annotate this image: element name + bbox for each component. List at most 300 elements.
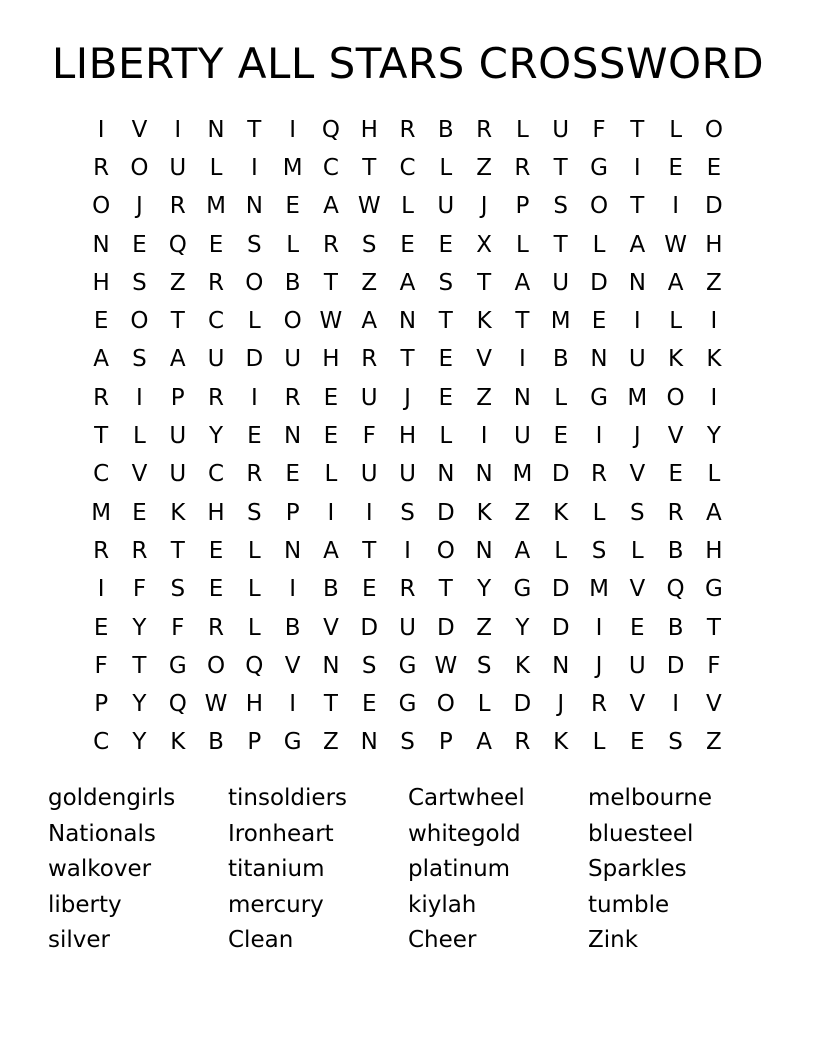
grid-cell: T — [438, 576, 453, 603]
grid-cell: T — [630, 193, 645, 220]
grid-cell: R — [514, 729, 531, 756]
grid-cell: E — [553, 423, 568, 450]
grid-cell: I — [672, 691, 679, 718]
grid-cell: I — [136, 384, 143, 411]
word-list-item: Nationals — [48, 820, 156, 847]
grid-cell: F — [94, 652, 108, 679]
grid-cell: D — [551, 461, 570, 488]
grid-cell: Y — [515, 614, 530, 641]
grid-cell: S — [400, 499, 415, 526]
grid-cell: E — [630, 729, 645, 756]
letter-grid — [82, 111, 732, 762]
grid-cell: A — [514, 269, 531, 296]
grid-cell: B — [552, 346, 569, 373]
grid-cell: E — [285, 461, 300, 488]
grid-cell: U — [437, 193, 455, 220]
grid-cell: B — [323, 576, 339, 603]
grid-cell: V — [706, 691, 722, 718]
grid-cell: C — [93, 729, 110, 756]
grid-cell: T — [362, 537, 377, 564]
grid-cell: E — [208, 576, 224, 603]
grid-cell: V — [284, 652, 301, 679]
grid-cell: Y — [132, 729, 147, 756]
word-list-item: titanium — [228, 856, 325, 882]
grid-cell: R — [399, 576, 416, 603]
grid-cell: I — [519, 346, 526, 373]
grid-cell: H — [360, 116, 378, 143]
grid-cell: R — [667, 499, 684, 526]
grid-cell: T — [630, 116, 645, 143]
grid-cell: E — [132, 499, 147, 526]
grid-cell: U — [628, 346, 646, 373]
grid-cell: S — [668, 729, 683, 756]
grid-cell: E — [361, 691, 377, 718]
grid-cell: E — [706, 154, 722, 181]
grid-cell: E — [247, 423, 262, 450]
grid-cell: E — [361, 576, 377, 603]
grid-cell: D — [360, 614, 379, 641]
grid-cell: A — [514, 537, 531, 564]
grid-cell: A — [93, 346, 110, 373]
grid-cell: E — [93, 308, 109, 335]
grid-cell: R — [399, 116, 416, 143]
grid-cell: V — [629, 461, 646, 488]
grid-cell: I — [595, 614, 603, 641]
grid-cell: K — [476, 499, 492, 526]
grid-cell: D — [436, 499, 455, 526]
grid-cell: L — [133, 423, 146, 450]
grid-cell: O — [206, 652, 226, 679]
grid-cell: B — [284, 614, 301, 641]
grid-cell: N — [360, 729, 378, 756]
grid-cell: I — [97, 116, 105, 143]
grid-cell: S — [170, 576, 186, 603]
grid-cell: Z — [169, 269, 186, 296]
grid-cell: S — [361, 231, 377, 258]
grid-cell: H — [705, 537, 723, 564]
grid-cell: T — [477, 269, 492, 296]
grid-cell: Z — [476, 154, 492, 181]
grid-cell: P — [94, 691, 109, 718]
grid-cell: L — [669, 308, 683, 335]
grid-cell: N — [475, 537, 493, 564]
grid-cell: E — [323, 423, 339, 450]
grid-cell: N — [437, 461, 455, 488]
grid-cell: J — [557, 691, 565, 718]
grid-cell: K — [170, 499, 186, 526]
grid-cell: E — [630, 614, 645, 641]
grid-cell: L — [247, 537, 261, 564]
grid-cell: U — [360, 461, 378, 488]
grid-cell: L — [209, 154, 223, 181]
grid-cell: R — [246, 461, 263, 488]
grid-cell: V — [629, 691, 646, 718]
grid-cell: V — [131, 116, 148, 143]
grid-cell: I — [710, 384, 718, 411]
page-title: LIBERTY ALL STARS CROSSWORD — [51, 39, 765, 88]
grid-cell: E — [438, 346, 454, 373]
grid-cell: N — [284, 537, 302, 564]
grid-cell: R — [322, 231, 339, 258]
grid-cell: O — [589, 193, 609, 220]
grid-cell: E — [208, 231, 224, 258]
grid-cell: V — [323, 614, 339, 641]
grid-cell: J — [136, 193, 143, 220]
grid-cell: X — [476, 231, 492, 258]
word-list-item: mercury — [228, 891, 324, 918]
grid-cell: V — [476, 346, 492, 373]
grid-cell: B — [284, 269, 301, 296]
grid-cell: F — [707, 652, 721, 679]
grid-cell: I — [250, 384, 258, 411]
grid-cell: T — [323, 269, 338, 296]
grid-cell: V — [629, 576, 646, 603]
grid-cell: G — [704, 576, 723, 603]
word-list-item: Sparkles — [588, 856, 687, 882]
grid-cell: L — [630, 537, 644, 564]
grid-cell: K — [514, 652, 530, 679]
grid-cell: K — [476, 308, 492, 335]
grid-cell: M — [206, 193, 226, 220]
grid-cell: Y — [132, 614, 147, 641]
grid-cell: T — [553, 154, 568, 181]
grid-cell: E — [132, 231, 147, 258]
grid-cell: L — [439, 154, 453, 181]
grid-cell: J — [595, 652, 603, 679]
grid-cell: K — [668, 346, 684, 373]
grid-cell: N — [284, 423, 302, 450]
grid-cell: L — [669, 116, 683, 143]
grid-cell: L — [554, 384, 568, 411]
grid-cell: L — [247, 576, 261, 603]
grid-cell: W — [204, 691, 228, 718]
grid-cell: F — [171, 614, 185, 641]
grid-cell: I — [327, 499, 335, 526]
grid-cell: K — [553, 499, 569, 526]
grid-cell: I — [710, 308, 718, 335]
grid-cell: L — [516, 231, 529, 258]
grid-cell: L — [247, 614, 261, 641]
grid-cell: Z — [476, 384, 492, 411]
grid-cell: U — [552, 269, 570, 296]
grid-cell: E — [668, 154, 683, 181]
grid-cell: Q — [321, 116, 340, 143]
grid-cell: M — [550, 308, 571, 335]
grid-cell: T — [170, 537, 185, 564]
grid-cell: R — [514, 154, 531, 181]
grid-cell: S — [630, 499, 645, 526]
grid-cell: O — [436, 537, 455, 564]
grid-cell: T — [247, 116, 262, 143]
grid-cell: S — [132, 269, 147, 296]
grid-cell: R — [208, 269, 225, 296]
grid-cell: V — [667, 423, 684, 450]
grid-cell: R — [361, 346, 378, 373]
grid-cell: Z — [323, 729, 339, 756]
grid-cell: P — [170, 384, 185, 411]
grid-cell: E — [438, 231, 454, 258]
grid-cell: B — [437, 116, 454, 143]
grid-cell: Q — [168, 231, 187, 258]
grid-cell: I — [289, 576, 297, 603]
grid-cell: N — [207, 116, 225, 143]
grid-cell: N — [92, 231, 110, 258]
grid-cell: M — [627, 384, 648, 411]
word-list-item: walkover — [48, 856, 152, 882]
grid-cell: F — [592, 116, 606, 143]
grid-cell: T — [170, 308, 185, 335]
grid-cell: O — [92, 193, 111, 220]
grid-cell: M — [589, 576, 609, 603]
grid-cell: S — [361, 652, 377, 679]
grid-cell: U — [513, 423, 531, 450]
grid-cell: T — [94, 423, 109, 450]
grid-cell: U — [169, 154, 187, 181]
grid-cell: O — [666, 384, 685, 411]
grid-cell: E — [208, 537, 224, 564]
grid-cell: A — [323, 193, 339, 220]
grid-cell: N — [245, 193, 263, 220]
grid-cell: O — [245, 269, 264, 296]
grid-cell: I — [365, 499, 373, 526]
grid-cell: S — [476, 652, 492, 679]
grid-cell: T — [438, 308, 453, 335]
grid-cell: A — [706, 499, 722, 526]
grid-cell: H — [322, 346, 340, 373]
word-list-item: silver — [48, 927, 110, 953]
word-list-item: Zink — [588, 927, 639, 953]
grid-cell: G — [168, 652, 187, 679]
grid-cell: S — [247, 499, 262, 526]
word-list — [48, 781, 768, 959]
grid-cell: L — [401, 193, 414, 220]
grid-cell: J — [480, 193, 488, 220]
grid-cell: A — [169, 346, 186, 373]
grid-cell: K — [553, 729, 569, 756]
grid-cell: I — [633, 308, 641, 335]
grid-cell: A — [399, 269, 416, 296]
grid-cell: J — [633, 423, 641, 450]
grid-cell: B — [667, 537, 684, 564]
grid-cell: L — [286, 231, 300, 258]
grid-cell: C — [208, 308, 225, 335]
grid-cell: H — [705, 231, 723, 258]
grid-cell: T — [362, 154, 377, 181]
grid-cell: D — [551, 576, 570, 603]
word-list-item: tinsoldiers — [228, 785, 348, 811]
grid-cell: I — [672, 193, 679, 220]
grid-cell: L — [247, 308, 261, 335]
grid-cell: Q — [245, 652, 264, 679]
grid-cell: U — [207, 346, 225, 373]
grid-cell: I — [289, 691, 297, 718]
grid-cell: I — [174, 116, 182, 143]
grid-cell: M — [282, 154, 303, 181]
word-list-item: platinum — [408, 856, 511, 882]
word-list-item: melbourne — [588, 785, 712, 811]
grid-cell: P — [285, 499, 300, 526]
grid-cell: N — [552, 652, 570, 679]
grid-cell: N — [475, 461, 493, 488]
grid-cell: U — [628, 652, 646, 679]
grid-cell: Z — [361, 269, 378, 296]
word-list-item: Clean — [228, 927, 294, 953]
grid-cell: R — [93, 537, 110, 564]
grid-cell: D — [513, 691, 532, 718]
grid-cell: R — [591, 461, 607, 488]
grid-cell: T — [553, 231, 568, 258]
grid-cell: A — [476, 729, 492, 756]
grid-cell: C — [322, 154, 339, 181]
word-list-item: kiylah — [408, 891, 477, 918]
grid-cell: G — [398, 652, 417, 679]
grid-cell: I — [404, 537, 411, 564]
grid-cell: H — [92, 269, 110, 296]
grid-cell: V — [131, 461, 148, 488]
grid-cell: D — [436, 614, 455, 641]
grid-cell: E — [591, 308, 607, 335]
grid-cell: O — [283, 308, 302, 335]
grid-cell: T — [132, 652, 147, 679]
grid-cell: S — [591, 537, 607, 564]
grid-cell: A — [667, 269, 684, 296]
grid-cell: B — [667, 614, 684, 641]
grid-cell: A — [361, 308, 378, 335]
word-list-item: tumble — [588, 891, 670, 918]
grid-cell: Q — [666, 576, 685, 603]
grid-cell: H — [245, 691, 263, 718]
grid-cell: R — [591, 691, 607, 718]
grid-cell: C — [93, 461, 110, 488]
grid-cell: L — [516, 116, 529, 143]
grid-cell: U — [360, 384, 378, 411]
grid-cell: R — [93, 384, 110, 411]
grid-cell: I — [250, 154, 258, 181]
grid-cell: I — [595, 423, 603, 450]
grid-cell: O — [436, 691, 455, 718]
grid-cell: D — [551, 614, 570, 641]
grid-cell: E — [93, 614, 109, 641]
grid-cell: B — [208, 729, 224, 756]
grid-cell: R — [131, 537, 148, 564]
grid-cell: Y — [706, 423, 721, 450]
grid-cell: J — [404, 384, 411, 411]
grid-cell: Y — [132, 691, 147, 718]
grid-cell: Y — [209, 423, 224, 450]
grid-cell: O — [130, 154, 149, 181]
grid-cell: I — [97, 576, 105, 603]
grid-cell: K — [706, 346, 722, 373]
grid-cell: R — [93, 154, 110, 181]
grid-cell: O — [704, 116, 723, 143]
word-list-item: Cartwheel — [408, 785, 525, 811]
grid-cell: L — [592, 729, 606, 756]
grid-cell: A — [629, 231, 646, 258]
grid-cell: P — [247, 729, 262, 756]
grid-cell: K — [170, 729, 186, 756]
word-list-item: whitegold — [408, 820, 521, 847]
grid-cell: H — [398, 423, 417, 450]
grid-cell: Z — [514, 499, 531, 526]
word-list-item: goldengirls — [48, 785, 176, 811]
grid-cell: N — [398, 308, 417, 335]
grid-cell: G — [283, 729, 302, 756]
grid-cell: W — [319, 308, 343, 335]
grid-cell: W — [434, 652, 458, 679]
grid-cell: R — [208, 384, 225, 411]
grid-cell: L — [592, 231, 606, 258]
grid-cell: U — [169, 423, 187, 450]
grid-cell: U — [552, 116, 570, 143]
grid-cell: P — [438, 729, 453, 756]
grid-cell: F — [132, 576, 147, 603]
grid-cell: L — [554, 537, 568, 564]
grid-cell: T — [323, 691, 338, 718]
grid-cell: N — [322, 652, 340, 679]
grid-cell: S — [438, 269, 454, 296]
grid-cell: G — [513, 576, 532, 603]
grid-cell: N — [513, 384, 532, 411]
word-list-item: Ironheart — [228, 820, 334, 847]
grid-cell: R — [169, 193, 186, 220]
grid-cell: U — [399, 461, 416, 488]
grid-cell: E — [323, 384, 339, 411]
grid-cell: H — [207, 499, 225, 526]
grid-cell: T — [706, 614, 721, 641]
grid-cell: D — [245, 346, 264, 373]
grid-cell: W — [357, 193, 381, 220]
grid-cell: R — [208, 614, 225, 641]
grid-cell: Q — [168, 691, 187, 718]
grid-cell: A — [323, 537, 339, 564]
grid-cell: E — [400, 231, 415, 258]
grid-cell: S — [553, 193, 569, 220]
grid-cell: G — [590, 384, 608, 411]
grid-cell: R — [476, 116, 493, 143]
grid-cell: S — [400, 729, 415, 756]
grid-cell: C — [208, 461, 225, 488]
word-list-item: liberty — [48, 891, 122, 918]
grid-cell: T — [515, 308, 530, 335]
grid-cell: T — [400, 346, 415, 373]
grid-cell: S — [247, 231, 262, 258]
grid-cell: R — [284, 384, 301, 411]
grid-cell: L — [592, 499, 606, 526]
grid-cell: D — [666, 652, 685, 679]
grid-cell: W — [664, 231, 687, 258]
grid-cell: N — [590, 346, 608, 373]
grid-cell: L — [324, 461, 338, 488]
grid-cell: Z — [476, 614, 492, 641]
grid-cell: P — [515, 193, 530, 220]
grid-cell: L — [707, 461, 721, 488]
grid-cell: E — [668, 461, 683, 488]
grid-cell: G — [590, 154, 608, 181]
grid-cell: U — [399, 614, 416, 641]
grid-cell: N — [628, 269, 646, 296]
word-list-item: Cheer — [408, 927, 477, 953]
grid-cell: M — [512, 461, 533, 488]
grid-cell: F — [362, 423, 376, 450]
grid-cell: L — [477, 691, 491, 718]
grid-cell: I — [480, 423, 488, 450]
grid-cell: S — [132, 346, 147, 373]
grid-cell: G — [398, 691, 417, 718]
grid-cell: D — [705, 193, 723, 220]
grid-cell: E — [285, 193, 300, 220]
grid-cell: L — [439, 423, 453, 450]
grid-cell: Z — [706, 729, 722, 756]
